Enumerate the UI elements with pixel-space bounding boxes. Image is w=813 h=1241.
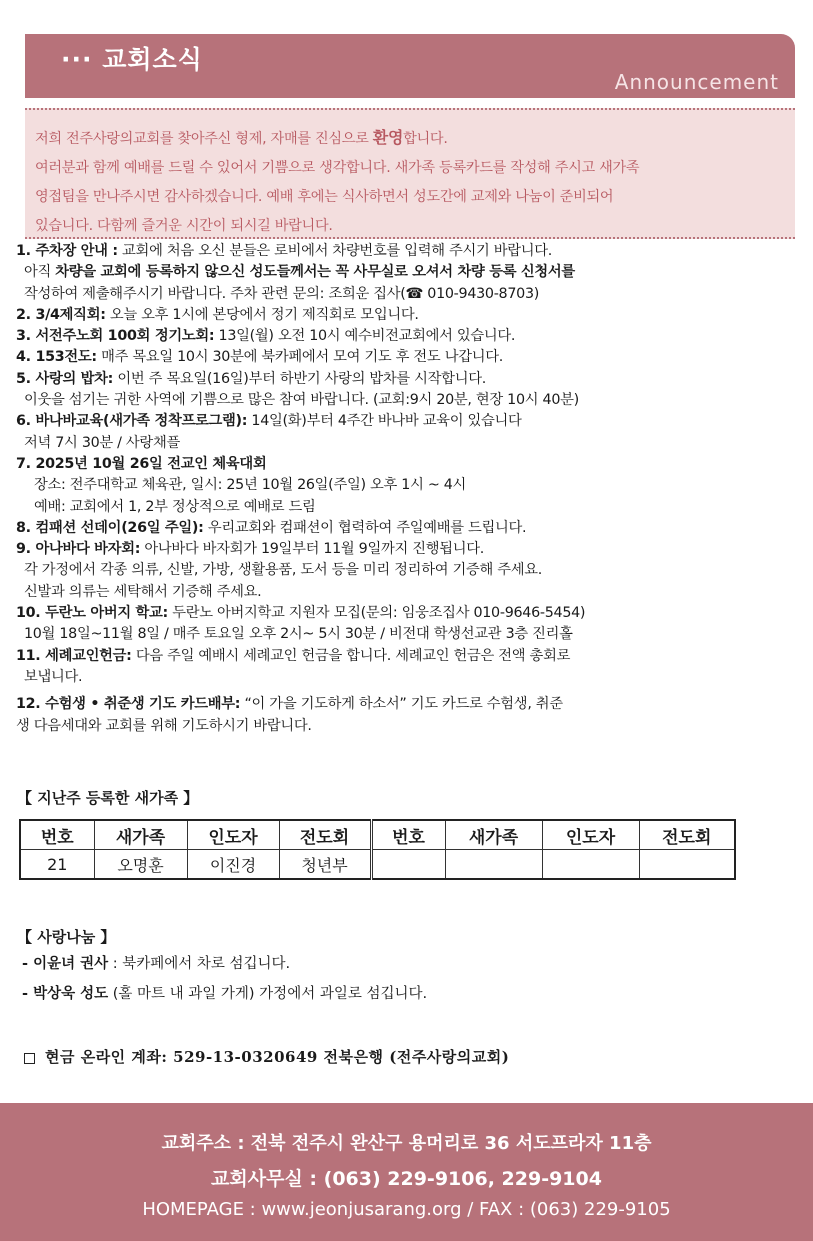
col-newcomer: 새가족 (94, 820, 187, 850)
welcome-line-4: 있습니다. 다함께 즐거운 시간이 되시길 바랍니다. (35, 218, 333, 234)
notice-1: 1. 주차장 안내 : 교회에 처음 오신 분들은 로비에서 차량번호를 입력해 주시기 바랍니다. (16, 243, 553, 259)
table-header-row (20, 820, 735, 850)
sharing-item: - 이윤녀 권사 : 북카페에서 차로 섬깁니다. (22, 956, 291, 972)
col-number: 번호 (20, 820, 94, 850)
notice-5-detail: 이웃을 섬기는 귀한 사역에 기쁨으로 많은 참여 바랍니다. (교회:9시 20분, 현장 10시 40분) (24, 392, 579, 409)
col-newcomer-2: 새가족 (445, 820, 542, 850)
notice-9-note: 신발과 의류는 세탁해서 기증해 주세요. (24, 583, 262, 600)
welcome-line-1: 저희 전주사랑의교회를 찾아주신 형제, 자매를 진심으로 환영합니다. (35, 128, 448, 147)
welcome-line-3: 영접팀을 만나주시면 감사하겠습니다. 예배 후에는 식사하면서 성도간에 교제와 나눔이 준비되어 (35, 189, 614, 205)
office-phone: 교회사무실 : (063) 229-9106, 229-9104 (211, 1168, 602, 1190)
welcome-line-2: 여러분과 함께 예배를 드릴 수 있어서 기쁨으로 생각합니다. 새가족 등록카드를 작성해 주시고 새가족 (35, 160, 640, 176)
cell-guide-2 (542, 850, 639, 880)
notice-7-worship: 예배: 교회에서 1, 2부 정상적으로 예배로 드림 (34, 498, 316, 515)
section-title: ··· 교회소식 (61, 45, 203, 74)
notice-1-contact: 작성하여 제출해주시기 바랍니다. 주차 관련 문의: 조희운 집사(☎ 010-9430-8703) (24, 285, 540, 302)
checkbox-icon (24, 1053, 35, 1064)
notice-7: 7. 2025년 10월 26일 전교인 체육대회 (16, 455, 267, 472)
notice-11-detail: 보냅니다. (24, 668, 83, 685)
notice-6-detail: 저녁 7시 30분 / 사랑채플 (24, 434, 180, 451)
cell-guide: 이진경 (187, 850, 279, 880)
cell-group: 청년부 (279, 850, 371, 880)
notice-4: 4. 153전도: 매주 목요일 10시 30분에 북카페에서 모여 기도 후 전도 나갑니다. (16, 349, 503, 366)
notice-11: 11. 세례교인헌금: 다음 주일 예배시 세례교인 헌금을 합니다. 세례교인 헌금은 전액 총회로 (16, 647, 571, 664)
notice-list (16, 241, 796, 737)
notice-10: 10. 두란노 아버지 학교: 두란노 아버지학교 지원자 모집(문의: 임웅조집사 010-9646-5454) (16, 605, 586, 622)
sharing-item: - 박상욱 성도 (홀 마트 내 과일 가게) 가정에서 과일로 섬깁니다. (22, 986, 428, 1002)
footer (0, 1103, 813, 1241)
announcement-header (25, 34, 795, 98)
notice-12-detail: 생 다음세대와 교회를 위해 기도하시기 바랍니다. (16, 717, 312, 734)
notice-6: 6. 바나바교육(새가족 정착프로그램): 14일(화)부터 4주간 바나바 교육이 있습니다 (16, 413, 522, 430)
notice-7-place: 장소: 전주대학교 체육관, 일시: 25년 10월 26일(주일) 오후 1시 ~ 4시 (34, 477, 467, 494)
cell-number: 21 (20, 850, 94, 880)
newcomers-table (19, 819, 736, 880)
notice-10-detail: 10월 18일~11월 8일 / 매주 토요일 오후 2시~ 5시 30분 / 비전대 학생선교관 3층 진리홀 (24, 626, 573, 643)
notice-8: 8. 컴패션 선데이(26일 주일): 우리교회와 컴패션이 협력하여 주일예배를 드립니다. (16, 519, 527, 536)
church-address: 교회주소 : 전북 전주시 완산구 용머리로 36 서도프라자 11층 (161, 1133, 652, 1154)
notice-1-detail: 아직 차량을 교회에 등록하지 않으신 성도들께서는 꼭 사무실로 오셔서 차량 등록 신청서를 (24, 264, 575, 281)
newcomers-title: 【 지난주 등록한 새가족 】 (17, 789, 199, 807)
col-group: 전도회 (279, 820, 371, 850)
notice-12: 12. 수험생 • 취준생 기도 카드배부: “이 가을 기도하게 하소서” 기도 카드로 수험생, 취준 (16, 696, 563, 713)
notice-9-detail: 각 가정에서 각종 의류, 신발, 가방, 생활용품, 도서 등을 미리 정리하여 기증해 주세요. (24, 562, 543, 579)
table-row (20, 850, 735, 880)
homepage-fax: HOMEPAGE : www.jeonjusarang.org / FAX : (063) 229-9105 (142, 1199, 671, 1220)
cell-newcomer-2 (445, 850, 542, 880)
col-number-2: 번호 (371, 820, 445, 850)
notice-5: 5. 사랑의 밥차: 이번 주 목요일(16일)부터 하반기 사랑의 밥차를 시작합니다. (16, 370, 486, 387)
sharing-title: 【 사랑나눔 】 (17, 928, 116, 946)
cell-group-2 (639, 850, 735, 880)
welcome-message (25, 108, 795, 239)
col-group-2: 전도회 (639, 820, 735, 850)
bank-account: 현금 온라인 계좌: 529-13-0320649 전북은행 (전주사랑의교회) (24, 1046, 509, 1067)
notice-3: 3. 서전주노회 100회 정기노회: 13일(월) 오전 10시 예수비전교회에서 있습니다. (16, 328, 516, 345)
cell-number-2 (371, 850, 445, 880)
notice-9: 9. 아나바다 바자회: 아나바다 바자회가 19일부터 11월 9일까지 진행됩니다. (16, 541, 485, 558)
notice-2: 2. 3/4제직회: 오늘 오후 1시에 본당에서 정기 제직회로 모입니다. (16, 306, 419, 323)
cell-newcomer: 오명훈 (94, 850, 187, 880)
col-guide: 인도자 (187, 820, 279, 850)
section-subtitle: Announcement (614, 70, 779, 94)
col-guide-2: 인도자 (542, 820, 639, 850)
